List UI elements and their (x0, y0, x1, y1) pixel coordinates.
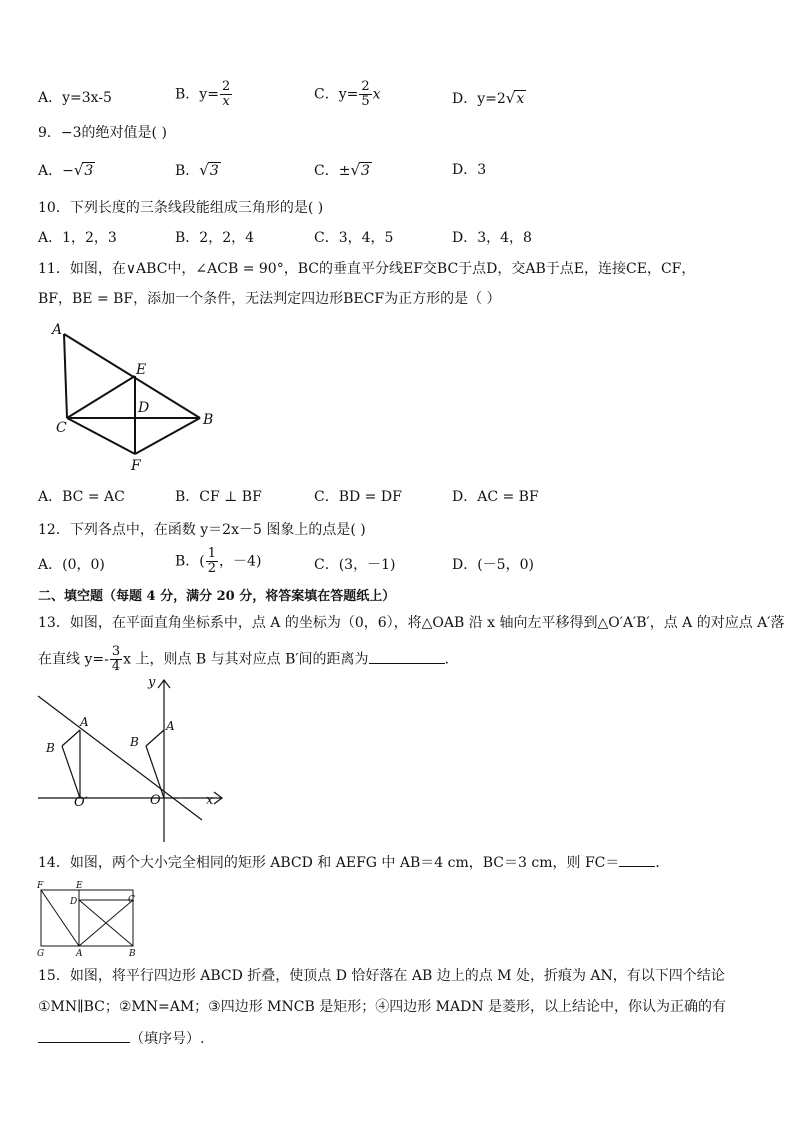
q11-label-c: C (56, 420, 67, 436)
q13-axis-y: y (148, 675, 156, 690)
q9-option-b: B．√3 (175, 161, 219, 179)
q10-option-d: D．3，4，8 (452, 230, 532, 246)
q11-option-a: A．BC = AC (38, 489, 125, 505)
q15-stem-line1: 15．如图，将平行四边形 ABCD 折叠，使顶点 D 恰好落在 AB 边上的点 M 处，折痕为 AN，有以下四个结论 (38, 968, 725, 984)
q14-label-g: G (37, 949, 45, 959)
q11-stem-line1: 11．如图，在∨ABC中，∠ACB = 90°，BC的垂直平分线EF交BC于点D，交AB于点E，连接CE，CF， (38, 261, 696, 277)
q9-option-c: C．±√3 (314, 161, 370, 179)
q15-stem-line3: （填序号）. (38, 1028, 204, 1049)
q14-label-c: C (128, 895, 135, 905)
q15-stem-line2: ①MN∥BC；②MN=AM；③四边形 MNCB 是矩形；④四边形 MADN 是菱形，以上结论中，你认为正确的有 (38, 999, 727, 1015)
section-heading-fill-blank: 二、填空题（每题 4 分，满分 20 分，将答案填在答题纸上） (38, 589, 396, 604)
q11-stem-line2: BF，BE = BF，添加一个条件，无法判定四边形BECF为正方形的是（ ） (38, 291, 501, 307)
q14-figure (34, 878, 144, 960)
q14-label-d: D (70, 897, 78, 907)
q8-option-b: B．y= $\frac{2}{x}$ (175, 79, 231, 109)
q12-option-b: B．( $\frac{1}{2}$ ，－4) (175, 546, 262, 576)
q14-stem: 14．如图，两个大小完全相同的矩形 ABCD 和 AEFG 中 AB＝4 cm，BC＝3 cm，则 FC＝ ． (38, 852, 669, 873)
q13-stem-line1: 13．如图，在平面直角坐标系中，点 A 的坐标为（0，6），将△OAB 沿 x 轴向左平移得到△O′A′B′，点 A 的对应点 A′落 (38, 615, 785, 631)
q10-stem: 10．下列长度的三条线段能组成三角形的是( ) (38, 200, 324, 216)
q11-label-e: E (136, 362, 147, 378)
q13-label-a-prime: A (80, 715, 89, 729)
q9-option-d: D．3 (452, 162, 487, 178)
q11-label-d: D (138, 400, 150, 416)
q11-option-c: C．BD = DF (314, 489, 402, 505)
q13-label-b-prime: B (46, 741, 55, 755)
q13-answer-blank[interactable] (369, 649, 445, 664)
q13-stem-line2: 在直线 y=- $\frac{3}{4}$ x 上，则点 B 与其对应点 B′间的距离为 ． (38, 644, 459, 674)
q14-label-e: E (76, 881, 83, 891)
q10-option-b: B．2，2，4 (175, 230, 255, 246)
q13-axis-x: x (206, 793, 214, 808)
q13-label-o: O (150, 793, 161, 808)
q10-option-a: A．1，2，3 (38, 230, 117, 246)
q11-label-f: F (131, 458, 141, 474)
q11-figure (40, 318, 230, 478)
q12-option-a: A．(0，0) (38, 557, 105, 573)
q9-stem: 9．−3的绝对值是( ) (38, 125, 167, 141)
q9-option-a: A．−√3 (38, 161, 94, 179)
q15-answer-blank[interactable] (38, 1028, 130, 1043)
q14-label-a: A (76, 949, 83, 959)
q14-answer-blank[interactable] (619, 852, 655, 867)
q12-option-c: C．(3，－1) (314, 557, 396, 573)
q12-option-d: D．(－5，0) (452, 557, 534, 573)
q13-figure (36, 676, 226, 846)
q11-option-d: D．AC = BF (452, 489, 539, 505)
q8-option-d: D．y=2√x (452, 89, 525, 107)
q13-label-a: A (166, 719, 175, 733)
q8-option-a: A．y=3x-5 (38, 90, 112, 106)
q11-option-b: B．CF ⊥ BF (175, 489, 262, 505)
q14-label-b: B (129, 949, 136, 959)
q13-label-b: B (130, 735, 139, 749)
q8-option-c: C．y= $\frac{2}{5}$ x (314, 79, 381, 109)
q13-label-o-prime: O′ (74, 795, 88, 810)
q14-label-f: F (37, 881, 44, 891)
q10-option-c: C．3，4，5 (314, 230, 394, 246)
q11-label-a: A (52, 322, 63, 338)
q11-label-b: B (203, 412, 214, 428)
q12-stem: 12．下列各点中，在函数 y＝2x－5 图象上的点是( ) (38, 522, 366, 538)
